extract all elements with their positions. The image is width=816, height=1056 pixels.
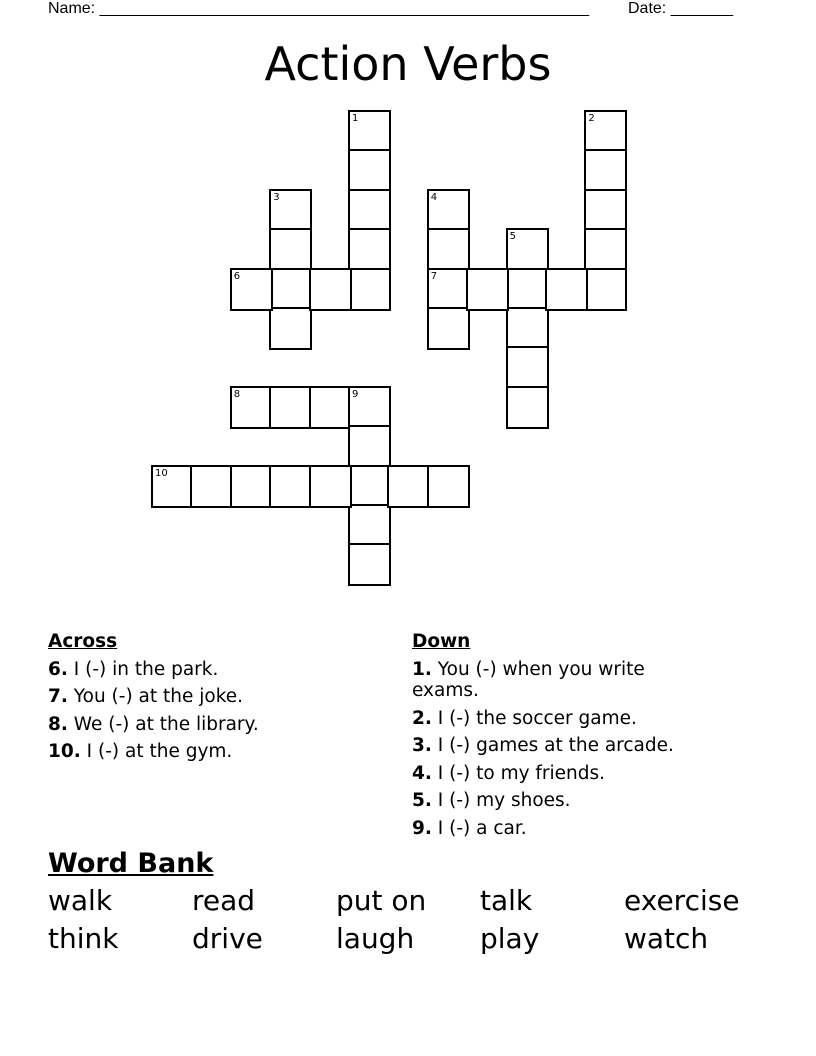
crossword-cell[interactable] [584,110,627,153]
crossword-cell[interactable] [506,268,549,311]
crossword-cell[interactable] [466,268,509,311]
clue-number: 5 [509,231,516,243]
crossword-cell[interactable] [584,228,627,271]
word-bank-item: exercise [624,884,740,917]
clue-number: 3 [273,191,280,203]
crossword-cell[interactable] [230,268,273,311]
down-clue: 1. You (-) when you write exams. [412,658,645,701]
word-bank-item: drive [192,922,263,955]
clue-number: 10 [155,467,168,479]
crossword-cell[interactable] [348,110,391,153]
down-heading: Down [412,631,471,652]
crossword-cell[interactable] [427,228,470,271]
crossword-cell[interactable] [348,504,391,547]
clue-number: 8 [233,388,241,400]
crossword-cell[interactable] [269,465,312,508]
crossword-cell[interactable] [545,268,588,311]
across-clues [48,628,378,766]
crossword-cell[interactable] [387,465,430,508]
crossword-cell[interactable] [427,189,470,232]
clue-number: 6 [233,270,241,282]
page-title: Action Verbs [264,37,552,91]
crossword-cell[interactable] [427,268,470,311]
down-clue: 9. I (-) a car. [412,817,527,839]
clue-number: 1 [352,113,359,124]
crossword-cell[interactable] [348,465,391,508]
crossword-cell[interactable] [348,268,391,311]
word-bank-item: watch [624,922,709,955]
crossword-cell[interactable] [348,425,391,468]
word-bank-heading: Word Bank [48,848,214,879]
crossword-cell[interactable] [190,465,233,508]
down-clues [412,628,742,842]
crossword-cell[interactable] [309,386,352,429]
across-clue: 8. We (-) at the library. [48,713,259,735]
down-clue: 5. I (-) my shoes. [412,790,571,811]
crossword-cell[interactable] [309,465,352,508]
down-clue: 3. I (-) games at the arcade. [412,735,674,756]
crossword-cell[interactable] [230,386,273,429]
crossword-cell[interactable] [309,268,352,311]
word-bank-item: read [192,884,256,917]
crossword-cell[interactable] [348,149,391,192]
crossword-cell[interactable] [230,465,273,508]
down-clue: 4. I (-) to my friends. [412,762,606,784]
crossword-cell[interactable] [269,386,312,429]
crossword-cell[interactable] [584,149,627,192]
across-heading: Across [48,631,118,652]
crossword-cell[interactable] [584,268,627,311]
crossword-cell[interactable] [269,189,312,232]
date-field-label: Date: _______ [628,0,733,17]
word-bank-item: walk [48,884,113,917]
down-clue: 2. I (-) the soccer game. [412,707,637,729]
clue-number: 2 [588,113,595,124]
crossword-cell[interactable] [269,228,312,271]
across-clue: 10. I (-) at the gym. [48,741,233,762]
crossword-cell[interactable] [506,228,549,271]
crossword-cell[interactable] [348,228,391,271]
word-bank-item: laugh [336,922,415,955]
clue-number: 7 [430,270,438,282]
crossword-cell[interactable] [506,346,549,389]
crossword-cell[interactable] [269,307,312,350]
crossword-cell[interactable] [506,386,549,429]
name-field-label: Name: _______________________________________________________ [48,0,589,17]
clue-number: 9 [352,388,359,400]
word-bank-item: play [480,922,540,955]
word-bank-item: put on [336,884,427,917]
crossword-cell[interactable] [348,386,391,429]
crossword-cell[interactable] [584,189,627,232]
crossword-cell[interactable] [348,189,391,232]
crossword-cell[interactable] [427,307,470,350]
crossword-cell[interactable] [348,543,391,586]
across-clue: 7. You (-) at the joke. [48,686,244,707]
crossword-cell[interactable] [506,307,549,350]
crossword-cell[interactable] [269,268,312,311]
word-bank-item: think [48,922,119,955]
across-clue: 6. I (-) in the park. [48,658,219,680]
crossword-cell[interactable] [427,465,470,508]
crossword-cell[interactable] [151,465,194,508]
word-bank-item: talk [480,884,533,917]
clue-number: 4 [430,191,438,203]
